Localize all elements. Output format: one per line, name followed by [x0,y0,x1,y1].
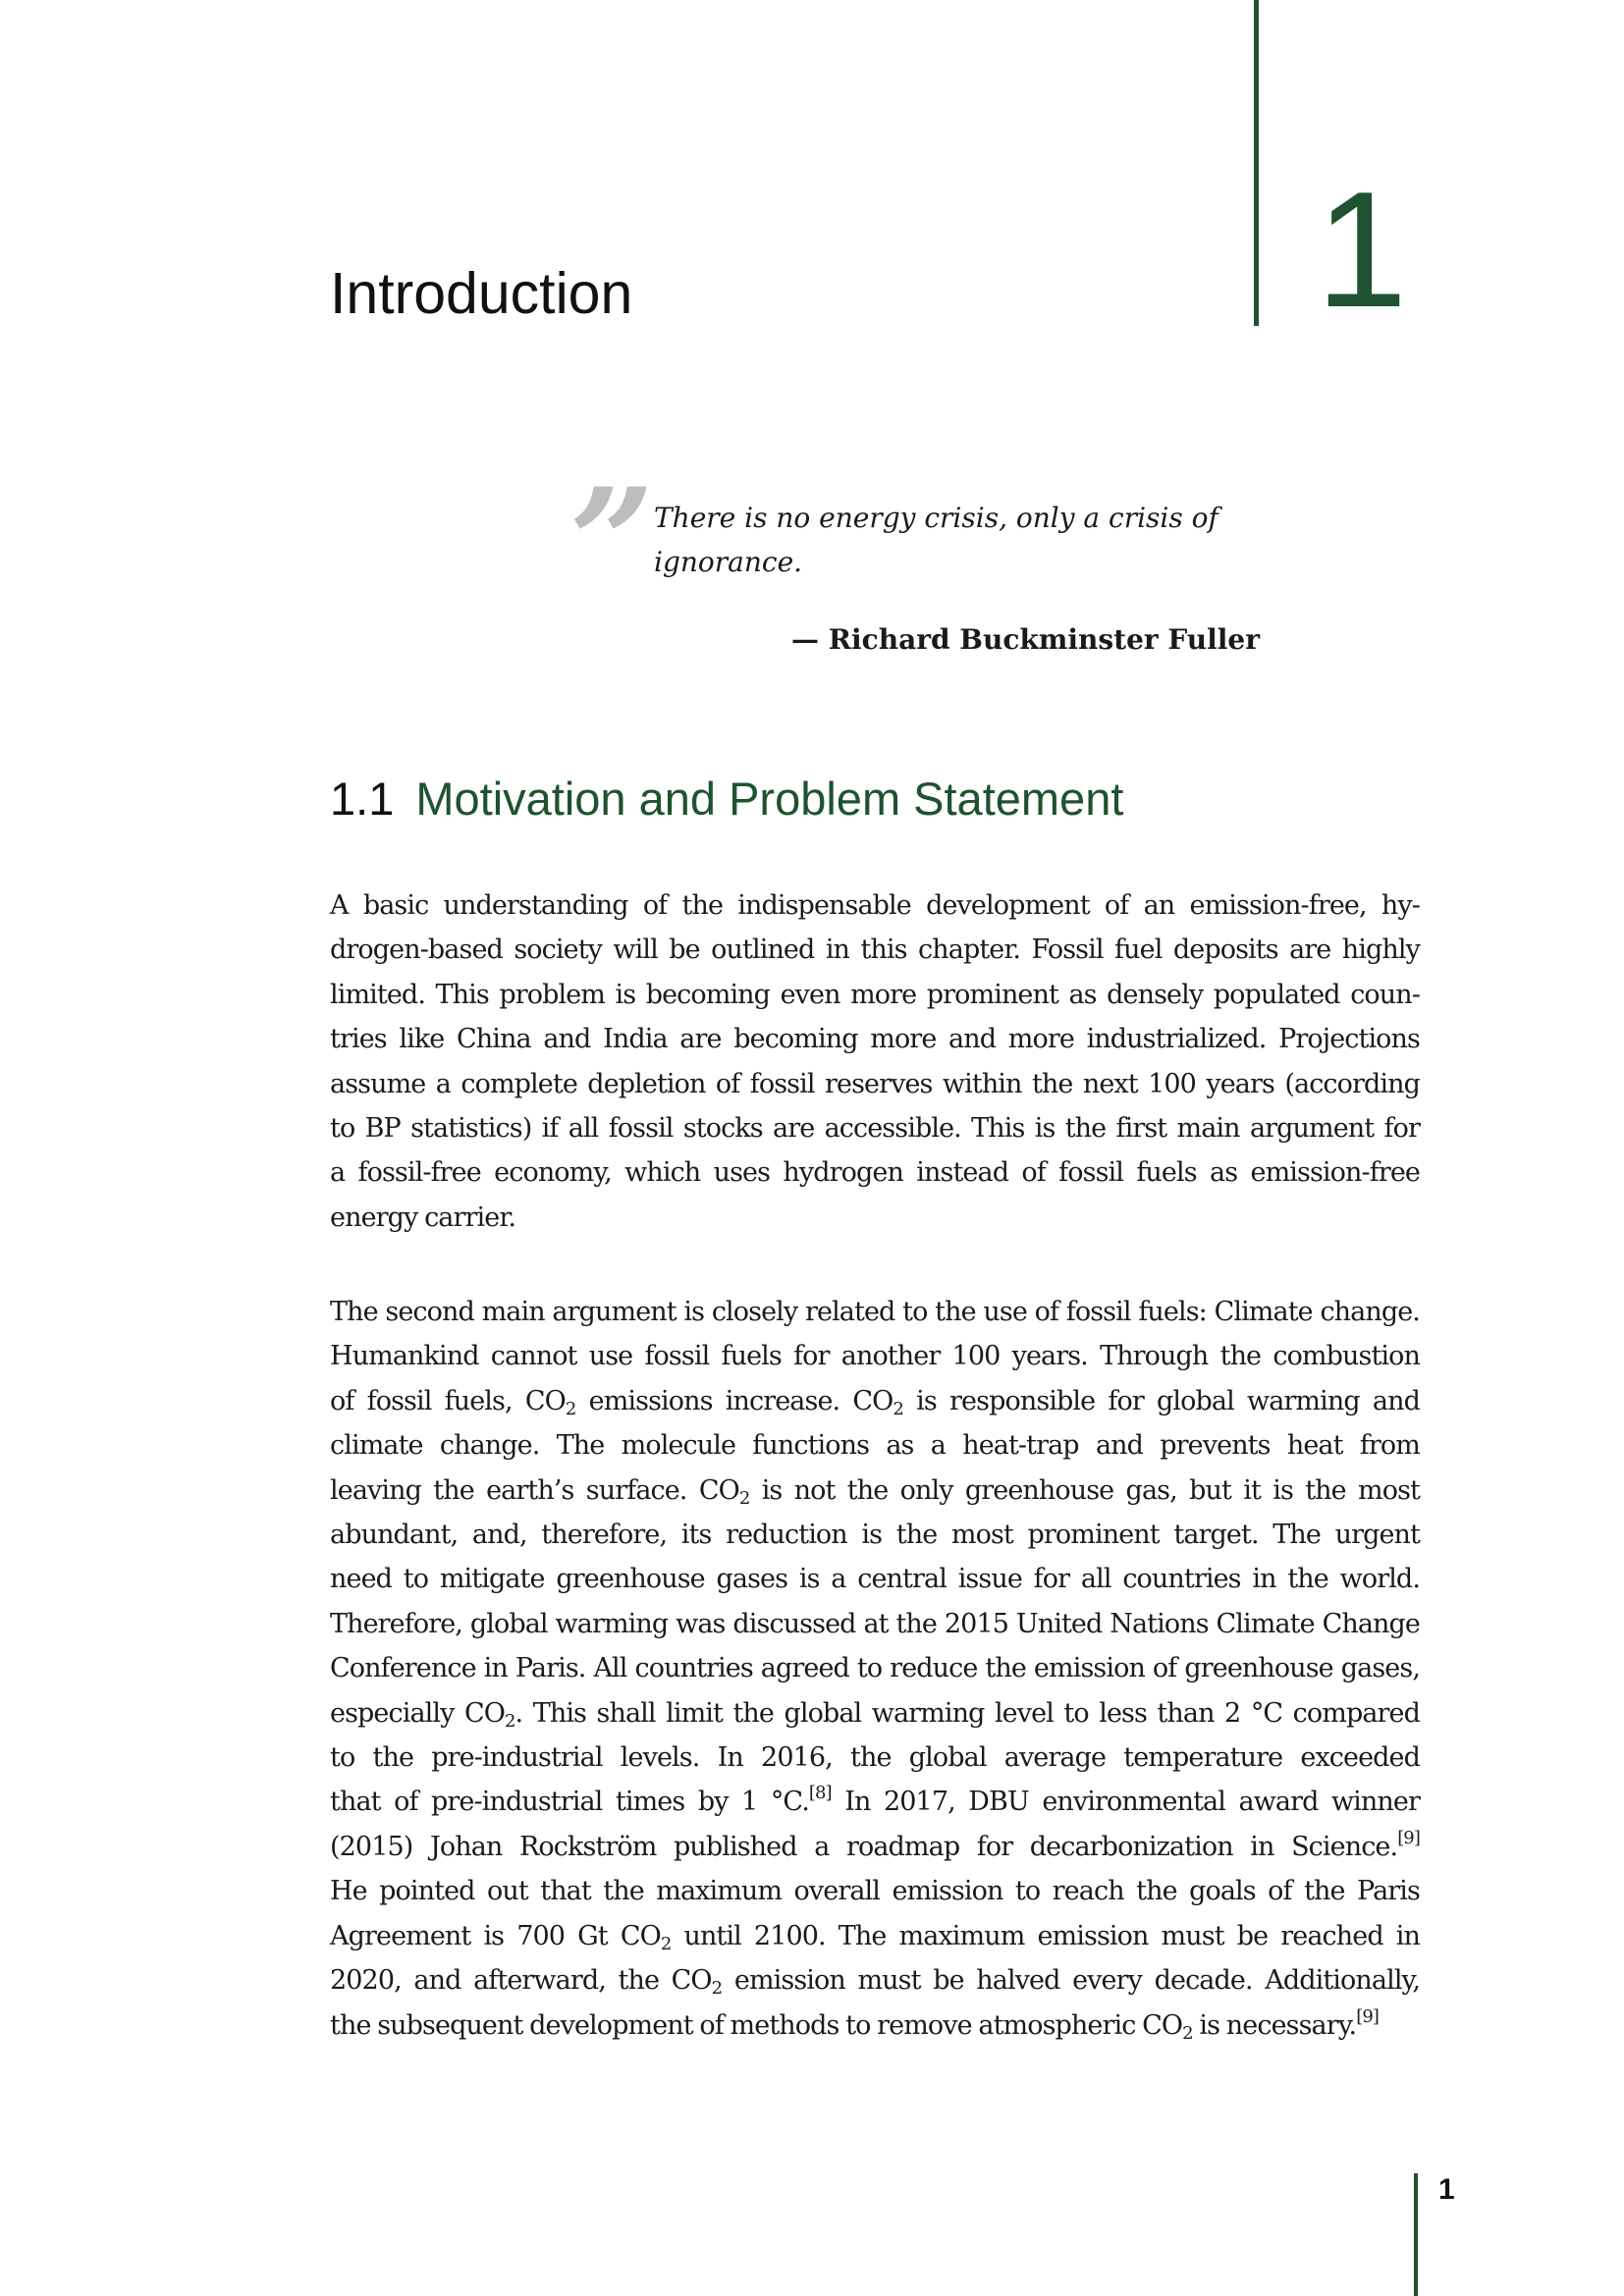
co-formula: CO [620,1920,661,1951]
text-line [330,1780,1420,1824]
co-formula: CO [698,1474,739,1506]
text-line: A basic understanding of the indispensable development of an emission-free, hy- [330,890,1420,921]
section-heading [330,773,1124,825]
footer-divider [1414,2173,1418,2296]
co-formula: CO [852,1385,893,1416]
chapter-title: Introduction [330,261,633,326]
paragraph-1 [330,883,1420,1240]
text-line: Conference in Paris. All countries agreed to reduce the emission of greenhouse gases, [330,1653,1420,1684]
paragraph-2 [330,1290,1420,2048]
text-span: emission must be halved every decade. Additionally, [733,1965,1421,1997]
epigraph-author: — Richard Buckminster Fuller [791,623,1260,656]
text-line: to BP statistics) if all fossil stocks are accessible. This is the first main argument for [330,1113,1420,1145]
subscript: 2 [738,1487,750,1509]
citation-ref[interactable]: [9] [1356,2005,1380,2027]
section-title: Motivation and Problem Statement [415,773,1124,825]
text-line: drogen-based society will be outlined in this chapter. Fossil fuel deposits are highly [330,934,1420,966]
text-line [330,1958,1420,2002]
quote-mark-icon: ” [569,456,655,629]
subscript: 2 [1182,2022,1193,2044]
text-line [330,1825,1420,1869]
text-span: . This shall limit the global warming level to less than 2 °C compared [514,1697,1420,1729]
text-span: (2015) Johan Rockström published a roadmap for decarbonization in Science. [330,1831,1398,1862]
citation-ref[interactable]: [9] [1397,1827,1420,1848]
text-line: He pointed out that the maximum overall emission to reach the goals of the Paris [330,1876,1420,1907]
co-formula: CO [524,1385,566,1416]
text-line: to the pre-industrial levels. In 2016, the global average temperature exceeded [330,1742,1420,1774]
text-line [330,1468,1420,1513]
text-line: a fossil-free economy, which uses hydrogen instead of fossil fuels as emission-free [330,1157,1420,1189]
section-number: 1.1 [330,773,395,825]
text-span: is responsible for global warming and [916,1385,1420,1416]
subscript: 2 [504,1710,515,1732]
text-span: especially [330,1697,455,1729]
chapter-divider [1254,0,1259,326]
text-line: energy carrier. [330,1201,516,1233]
text-span: of fossil fuels, [330,1385,513,1416]
text-line: limited. This problem is becoming even more prominent as densely populated coun- [330,979,1420,1010]
text-span: In 2017, DBU environmental award winner [844,1787,1420,1818]
text-line: Therefore, global warming was discussed at the 2015 United Nations Climate Change [330,1608,1420,1639]
text-line [330,1691,1420,1735]
subscript: 2 [893,1398,903,1419]
co-formula: CO [1142,2009,1183,2041]
text-line: Humankind cannot use fossil fuels for another 100 years. Through the combustion [330,1341,1420,1372]
text-line [330,2003,1420,2048]
text-line [330,1379,1420,1423]
text-span: is necessary. [1199,2009,1357,2041]
citation-ref[interactable]: [8] [808,1783,832,1804]
subscript: 2 [660,1933,672,1954]
text-span: 2020, and afterward, the [330,1965,660,1997]
text-line: The second main argument is closely related to the use of fossil fuels: Climate change. [330,1297,1420,1327]
text-span: the subsequent development of methods to remove atmospheric [330,2009,1136,2041]
co-formula: CO [463,1697,505,1729]
text-span: emissions increase. [588,1385,840,1416]
text-span: is not the only greenhouse gas, but it is the most [761,1474,1420,1506]
epigraph-text: There is no energy crisis, only a crisis of ignorance. [654,502,1218,578]
text-span: leaving the earth’s surface. [330,1474,687,1506]
subscript: 2 [711,1978,723,2000]
text-line: climate change. The molecule functions as a heat-trap and prevents heat from [330,1430,1420,1462]
text-span: Agreement is 700 Gt [330,1920,608,1951]
page-number: 1 [1438,2173,1455,2206]
text-line: abundant, and, therefore, its reduction is the most prominent target. The urgent [330,1520,1420,1551]
text-line: tries like China and India are becoming more and more industrialized. Projections [330,1024,1420,1055]
text-line: assume a complete depletion of fossil reserves within the next 100 years (according [330,1068,1420,1099]
text-line: need to mitigate greenhouse gases is a central issue for all countries in the world. [330,1564,1420,1595]
co-formula: CO [671,1965,712,1997]
chapter-number: 1 [1316,157,1408,342]
subscript: 2 [565,1398,576,1419]
text-span: until 2100. The maximum emission must be reached in [683,1920,1421,1951]
text-line [330,1914,1420,1958]
text-span: that of pre-industrial times by 1 °C. [330,1787,809,1818]
